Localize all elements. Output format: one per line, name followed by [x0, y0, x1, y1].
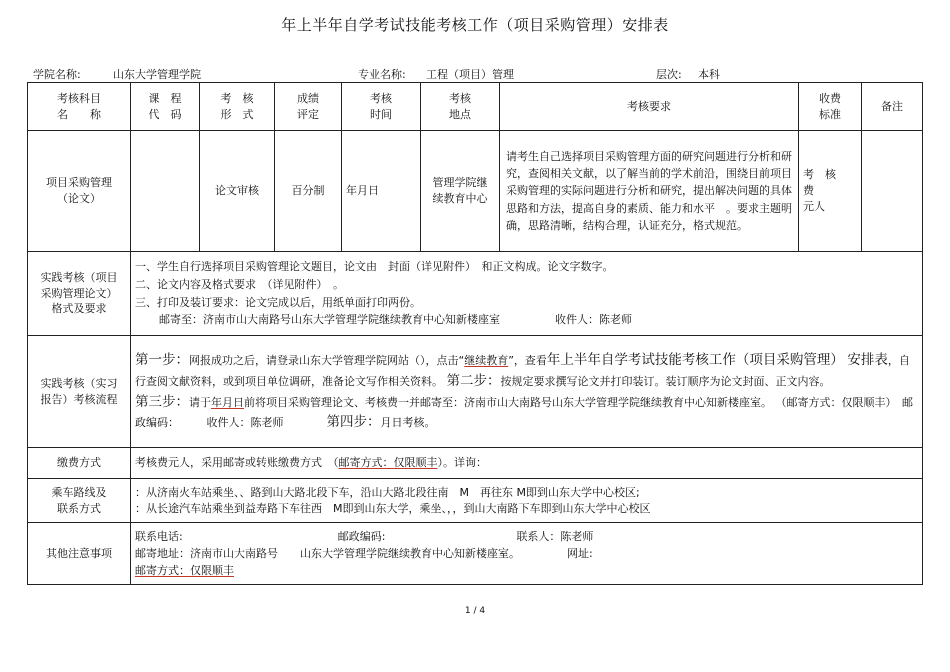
document-title: 年上半年自学考试技能考核工作（项目采购管理）安排表 — [281, 16, 669, 34]
payment-label: 缴费方式 — [28, 448, 131, 479]
major-label: 专业名称: — [358, 68, 406, 81]
mailing-address-other: 邮寄地址：济南市山大南路号 山东大学管理学院继续教育中心知新楼座室。 — [135, 546, 520, 560]
subject-cell — [28, 131, 131, 252]
payment-content — [131, 448, 923, 479]
process-label-line2: 报告）考核流程 — [40, 392, 118, 406]
grading-cell: 百分制 — [275, 131, 342, 252]
table-row-subject — [28, 131, 923, 252]
exam-form-cell: 论文审核 — [200, 131, 275, 252]
fee-line1: 考 核 费 — [803, 168, 847, 198]
header-code-line1: 课 程 — [148, 91, 182, 105]
mailing-address: 邮寄至：济南市山大南路号山东大学管理学院继续教育中心知新楼座室 — [159, 313, 500, 327]
transport-label — [28, 479, 131, 523]
header-code — [131, 83, 200, 131]
other-line-1 — [135, 528, 918, 545]
table-row-payment — [28, 448, 923, 479]
postcode-label: 邮政编码: — [337, 529, 386, 543]
step3-label: 第三步： — [135, 393, 189, 410]
table-header-row — [28, 83, 923, 131]
other-label: 其他注意事项 — [28, 523, 131, 585]
phone-label: 联系电话: — [135, 529, 183, 543]
payment-mail-method: 邮寄方式：仅限顺丰 — [338, 456, 438, 470]
level-value: 本科 — [698, 68, 720, 81]
header-fee — [799, 83, 862, 131]
header-subject — [28, 83, 131, 131]
step1-text-a: 网报成功之后，请登录山东大学管理学院网站（），点击“ — [189, 353, 465, 367]
transport-label-line1: 乘车路线及 — [51, 485, 107, 499]
other-content — [131, 523, 923, 585]
process-step-1 — [135, 350, 918, 392]
header-place — [421, 83, 500, 131]
subject-line1: 项目采购管理 — [46, 176, 112, 190]
transport-label-line2: 联系方式 — [57, 501, 101, 515]
exam-time-cell: 年月日 — [342, 131, 421, 252]
step3-text-b: 前将项目采购管理论文、考核费一并邮寄至：济南市山大南路号山东大学管理学院继续教育中心知新楼座室。 — [244, 395, 772, 409]
process-label — [28, 336, 131, 448]
step2-label: 第二步： — [446, 372, 501, 389]
requirement-cell: 请考生自己选择项目采购管理方面的研究问题进行分析和研究，查阅相关文献，以了解当前的学术前沿，围绕目前项目采购管理的实际问题进行分析和研究，提出解决问题的具体思路和方法，提高自身的素质、能力和水平 。要求主题明确，思路清晰，结构合理，认证充分，格式规范。 — [500, 131, 799, 252]
table-row-process — [28, 336, 923, 448]
practice-format-label-line1: 实践考核（项目 — [40, 270, 118, 284]
arrangement-table — [27, 82, 923, 585]
header-fee-line2: 标准 — [819, 107, 841, 121]
transport-route-1: ：从济南火车站乘坐、、路到山大路北段下车，沿山大路北段往南 M 再往东 M即到山东大学中心校区; — [135, 485, 640, 499]
subject-line2: （论文） — [57, 192, 101, 205]
header-time — [342, 83, 421, 131]
process-content — [131, 336, 923, 448]
course-code-cell — [131, 131, 200, 252]
payment-text-b: ）。详询： — [437, 456, 487, 470]
step1-doc-title-2: 安排表 — [847, 351, 888, 368]
page-number: 1 / 4 — [464, 606, 486, 616]
college-label: 学院名称: — [33, 68, 81, 81]
header-place-line2: 地点 — [449, 107, 471, 121]
header-subject-line1: 考核科目 — [57, 91, 101, 105]
step1-label: 第一步： — [135, 351, 189, 368]
mail-recipient: 收件人：陈老师 — [555, 313, 632, 327]
other-mail-method: 邮寄方式：仅限顺丰 — [135, 564, 234, 578]
practice-format-label-line2: 采购管理论文） — [40, 286, 118, 300]
contact-person: 联系人：陈老师 — [516, 529, 594, 543]
format-line-1: 一、学生自行选择项目采购管理论文题目，论文由 封面（详见附件） 和正文构成。论文字数字。 — [135, 260, 614, 274]
step1-text-b: ”，查看 — [508, 353, 547, 367]
continuing-education-link[interactable]: 继续教育 — [464, 353, 509, 367]
transport-content — [131, 479, 923, 523]
table-row-practice-format — [28, 252, 923, 336]
transport-route-2: ：从长途汽车站乘坐到益寿路下车往西 M即到山东大学，乘坐、，，到山大南路下车即到山东大学中心校区 — [135, 501, 651, 515]
header-note: 备注 — [862, 83, 923, 131]
header-time-line1: 考核 — [370, 91, 392, 105]
header-requirement: 考核要求 — [500, 83, 799, 131]
practice-format-label — [28, 252, 131, 336]
step4-text: 月日考核。 — [380, 416, 436, 430]
college-value: 山东大学管理学院 — [113, 68, 201, 81]
header-code-line2: 代 码 — [148, 107, 182, 121]
step2-text: 按规定要求撰写论文并打印装订。装订顺序为论文封面、正文内容。 — [500, 374, 831, 388]
header-place-line1: 考核 — [449, 91, 471, 105]
header-grade-line2: 评定 — [297, 107, 319, 121]
header-form-line1: 考 核 — [220, 91, 254, 105]
header-form — [200, 83, 275, 131]
header-form-line2: 形 式 — [220, 107, 254, 121]
header-grade-line1: 成绩 — [297, 91, 319, 105]
exam-place-cell — [421, 131, 500, 252]
header-grade — [275, 83, 342, 131]
fee-cell — [799, 131, 862, 252]
exam-place-line2: 续教育中心 — [432, 192, 488, 205]
practice-format-label-line3: 格式及要求 — [51, 302, 107, 316]
header-time-line2: 时间 — [370, 107, 392, 121]
exam-place-line1: 管理学院继 — [432, 176, 488, 190]
website-label: 网址: — [567, 546, 593, 560]
payment-text-a: 考核费元人，采用邮寄或转账缴费方式 （ — [135, 456, 339, 470]
step4-label: 第四步： — [326, 414, 381, 431]
other-line-2 — [135, 545, 918, 562]
step1-text-c: ，自行查阅文献资料，或到项目单位调研，准备论文写作相关资料。 — [135, 353, 910, 388]
process-label-line1: 实践考核（实习 — [40, 376, 118, 390]
other-line-3 — [135, 562, 918, 579]
step3-text-a: 请于 — [189, 395, 211, 409]
table-row-transport — [28, 479, 923, 523]
header-subject-line2: 名 称 — [57, 107, 101, 121]
level-label: 层次: — [656, 68, 682, 81]
step1-doc-title: 年上半年自学考试技能考核工作（项目采购管理） — [546, 351, 844, 368]
step3-date: 年月日 — [211, 395, 244, 409]
header-fee-line1: 收费 — [819, 91, 841, 105]
note-cell — [862, 131, 923, 252]
process-step-3 — [135, 392, 918, 434]
practice-format-content — [131, 252, 923, 336]
format-line-3: 三、打印及装订要求：论文完成以后，用纸单面打印两份。 — [135, 295, 421, 309]
major-value: 工程（项目）管理 — [426, 68, 514, 81]
format-line-2: 二、论文内容及格式要求 （详见附件） 。 — [135, 277, 344, 291]
table-row-other — [28, 523, 923, 585]
format-line-4 — [135, 311, 918, 329]
step3-text-c: （邮寄方式：仅限顺丰） 邮政编码： 收件人：陈老师 — [135, 395, 913, 430]
fee-line2: 元人 — [803, 199, 825, 213]
